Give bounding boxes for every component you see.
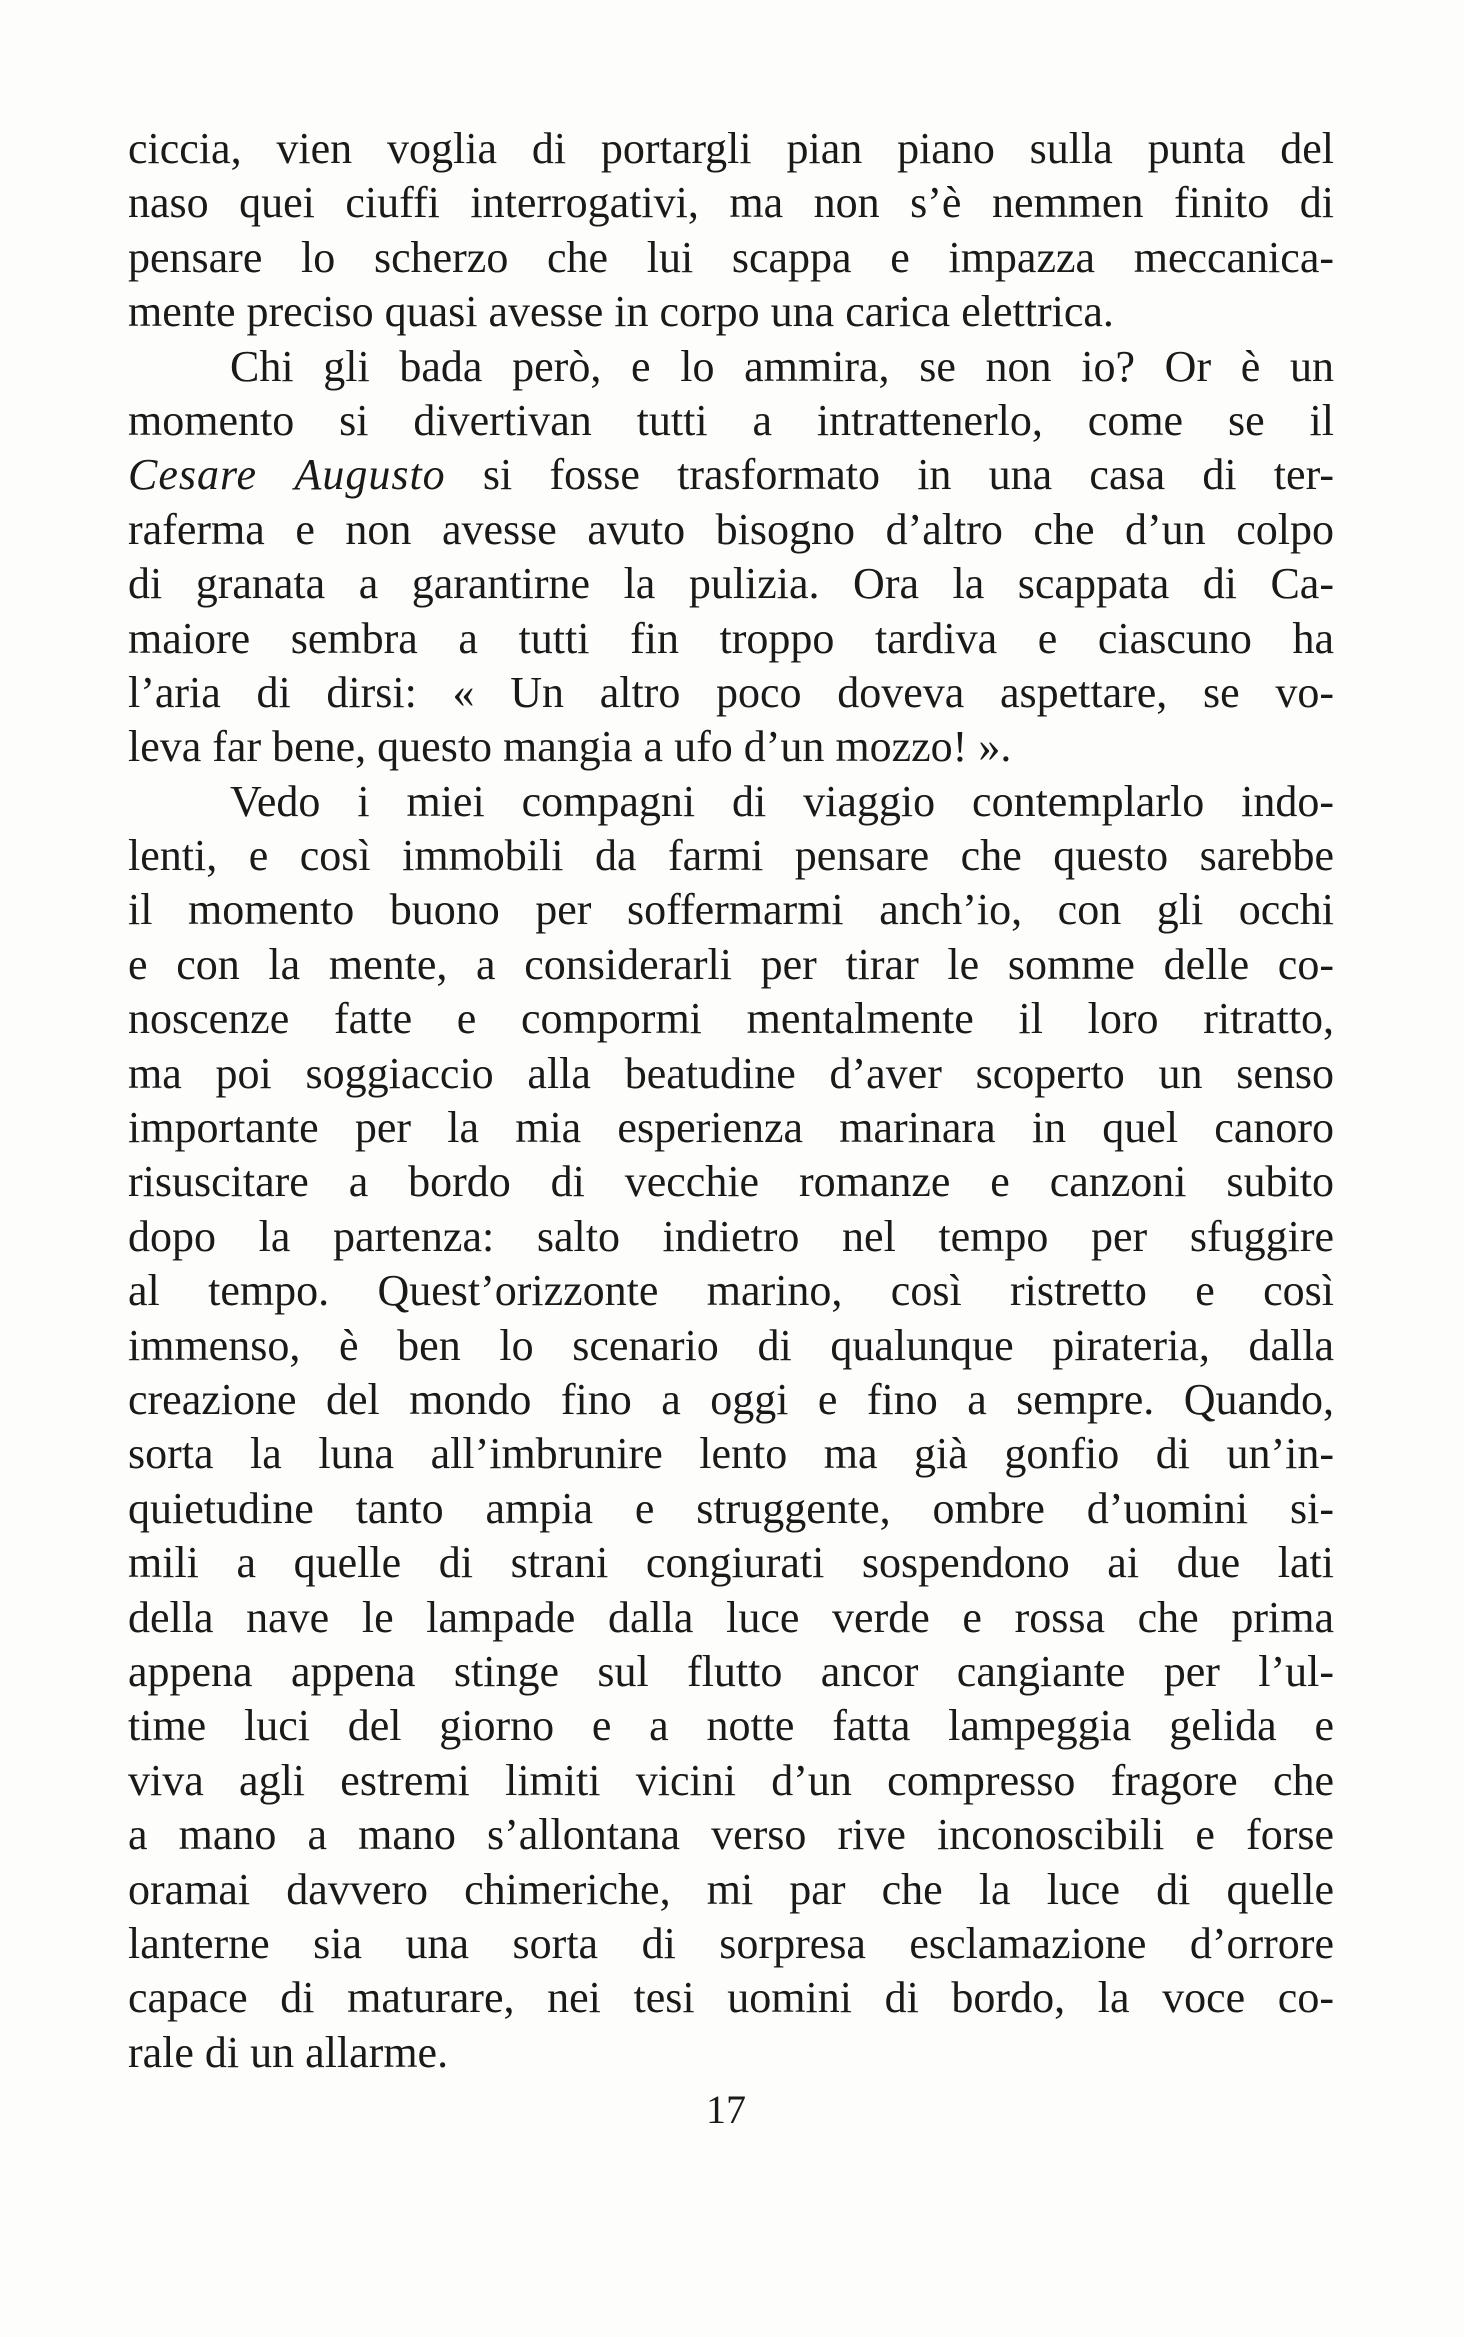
text-line: naso quei ciuffi interrogativi, ma non s’è nemmen finito di — [128, 178, 1334, 228]
text-line: immenso, è ben lo scenario di qualunque pirateria, dalla — [128, 1320, 1334, 1370]
text-line: importante per la mia esperienza marinara in quel canoro — [128, 1103, 1334, 1153]
text-line: pensare lo scherzo che lui scappa e impazza meccanica- — [128, 232, 1334, 282]
text-line: Vedo i miei compagni di viaggio contemplarlo indo- — [230, 776, 1334, 826]
text-line: oramai davvero chimeriche, mi par che la luce di quelle — [128, 1864, 1334, 1914]
text-line: mente preciso quasi avesse in corpo una carica elettrica. — [128, 287, 1114, 337]
text-line: a mano a mano s’allontana verso rive inconoscibili e forse — [128, 1810, 1334, 1860]
text-line: raferma e non avesse avuto bisogno d’altro che d’un colpo — [128, 504, 1334, 554]
text-line: rale di un allarme. — [128, 2027, 449, 2077]
text-line: leva far bene, questo mangia a ufo d’un mozzo! ». — [128, 722, 1012, 772]
text-line: l’aria di dirsi: « Un altro poco doveva aspettare, se vo- — [128, 667, 1334, 717]
text-line: momento si divertivan tutti a intrattenerlo, come se il — [128, 395, 1334, 445]
text-line: maiore sembra a tutti fin troppo tardiva e ciascuno ha — [128, 613, 1334, 663]
text-line: sorta la luna all’imbrunire lento ma già gonfio di un’in- — [128, 1429, 1334, 1479]
body-text — [128, 122, 1334, 2080]
text-line: creazione del mondo fino a oggi e fino a sempre. Quando, — [128, 1374, 1334, 1424]
text-line: appena appena stinge sul flutto ancor cangiante per l’ul- — [128, 1646, 1334, 1696]
text-line: il momento buono per soffermarmi anch’io, con gli occhi — [128, 885, 1334, 935]
ship-name: Cesare Augusto — [128, 450, 446, 500]
paragraph — [128, 122, 1334, 340]
page-number: 17 — [706, 2087, 746, 2132]
text-line: della nave le lampade dalla luce verde e rossa che prima — [128, 1592, 1334, 1642]
text-line: risuscitare a bordo di vecchie romanze e canzoni subito — [128, 1157, 1334, 1207]
text-line: lenti, e così immobili da farmi pensare che questo sarebbe — [128, 831, 1334, 881]
text-line: Chi gli bada però, e lo ammira, se non io? Or è un — [230, 341, 1334, 391]
paragraph — [128, 775, 1334, 2080]
text-line: capace di maturare, nei tesi uomini di bordo, la voce co- — [128, 1973, 1334, 2023]
text-line: al tempo. Quest’orizzonte marino, così ristretto e così — [128, 1266, 1334, 1316]
text-line: quietudine tanto ampia e struggente, ombre d’uomini si- — [128, 1483, 1334, 1533]
text-line: ma poi soggiaccio alla beatudine d’aver scoperto un senso — [128, 1048, 1334, 1098]
text-line: mili a quelle di strani congiurati sospendono ai due lati — [128, 1538, 1334, 1588]
text-line: e con la mente, a considerarli per tirar le somme delle co- — [128, 939, 1334, 989]
text-line: ciccia, vien voglia di portargli pian piano sulla punta del — [128, 124, 1334, 173]
text-line: viva agli estremi limiti vicini d’un compresso fragore che — [128, 1755, 1334, 1805]
line-rest: si fosse trasformato in una casa di ter- — [445, 450, 1334, 500]
text-line: time luci del giorno e a notte fatta lampeggia gelida e — [128, 1701, 1334, 1751]
text-line: dopo la partenza: salto indietro nel tempo per sfuggire — [128, 1211, 1334, 1261]
text-line: di granata a garantirne la pulizia. Ora la scappata di Ca- — [128, 559, 1334, 609]
paragraph — [128, 340, 1334, 775]
text-line — [128, 448, 1334, 502]
text-line: noscenze fatte e compormi mentalmente il loro ritratto, — [128, 994, 1334, 1044]
text-line: lanterne sia una sorta di sorpresa esclamazione d’orrore — [128, 1918, 1334, 1968]
